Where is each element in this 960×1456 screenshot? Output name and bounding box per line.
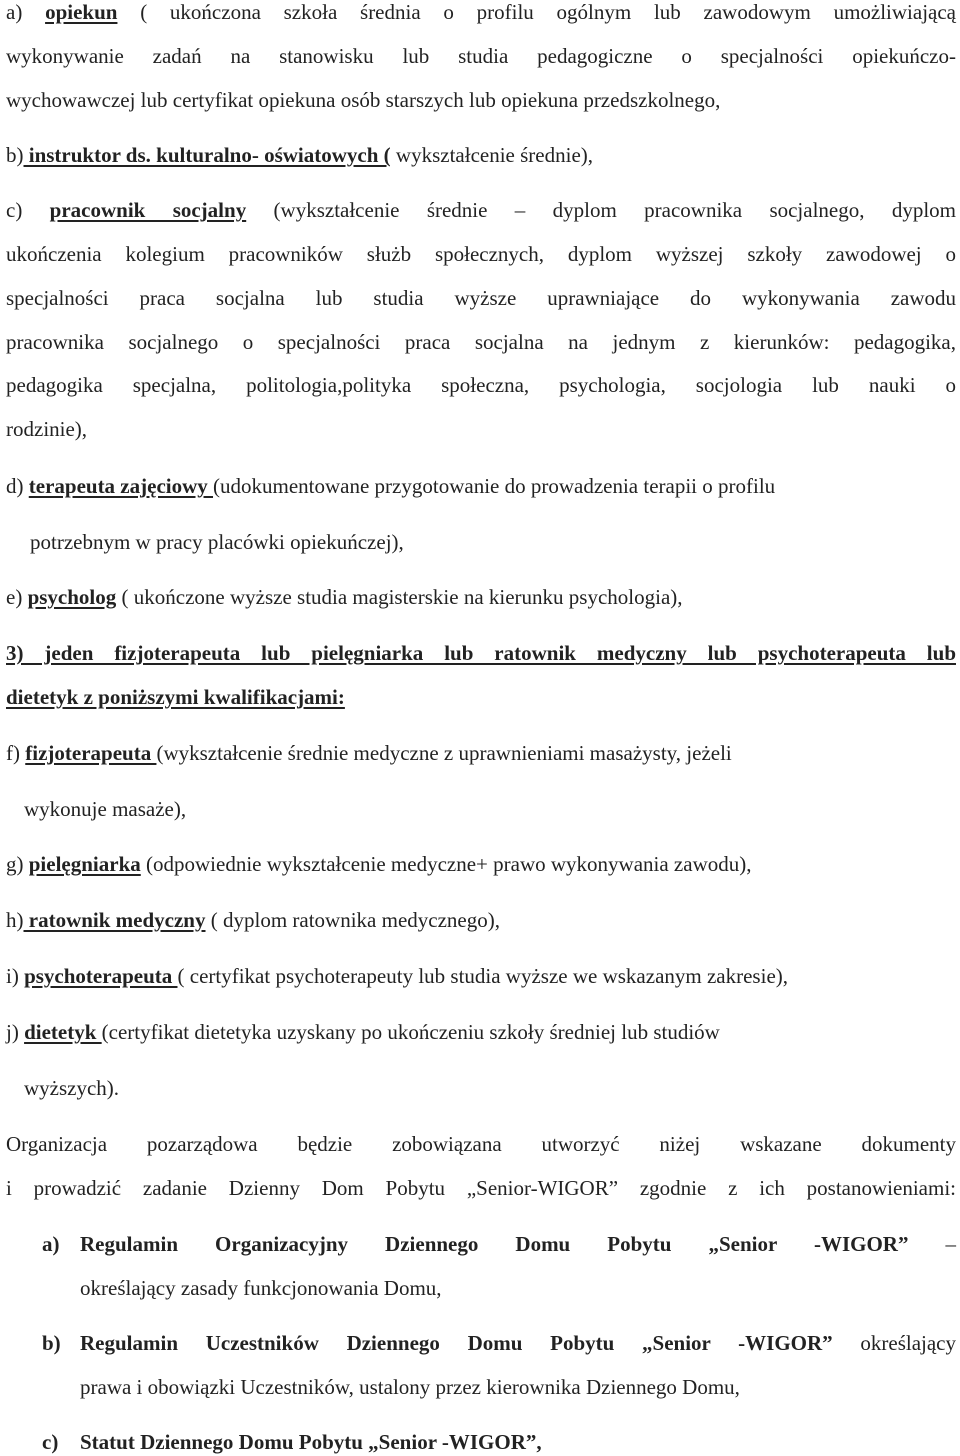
doc-b-title: Regulamin Uczestników Dziennego Domu Pobytu „Senior -WIGOR” bbox=[80, 1331, 833, 1355]
doc-a-line-2: określający zasady funkcjonowania Domu, bbox=[80, 1276, 442, 1300]
doc-b-line-1 bbox=[80, 1331, 956, 1356]
item-d-prefix: d) bbox=[6, 474, 24, 498]
item-j-text: (certyfikat dietetyka uzyskany po ukończeniu szkoły średniej lub studiów bbox=[101, 1020, 720, 1044]
doc-a-label: a) bbox=[42, 1232, 60, 1256]
item-a-term: opiekun bbox=[45, 0, 118, 24]
item-g-term: pielęgniarka bbox=[28, 852, 141, 876]
item-j-line-1 bbox=[6, 1020, 720, 1045]
doc-c-label: c) bbox=[42, 1430, 59, 1454]
item-c-line-4: pracownika socjalnego o specjalności praca socjalna na jednym z kierunków: pedagogika, bbox=[6, 330, 956, 354]
item-g-text: (odpowiednie wykształcenie medyczne+ prawo wykonywania zawodu), bbox=[140, 852, 752, 876]
item-f-prefix: f) bbox=[6, 741, 20, 765]
item-b-text: wykształcenie średnie), bbox=[390, 143, 594, 167]
doc-a-line-1 bbox=[80, 1232, 956, 1257]
item-a-line-1 bbox=[6, 0, 956, 25]
item-b-prefix: b) bbox=[6, 143, 24, 167]
item-i-text: ( certyfikat psychoterapeuty lub studia wyższe we wskazanym zakresie), bbox=[177, 964, 789, 988]
doc-a-title: Regulamin Organizacyjny Dziennego Domu Pobytu „Senior -WIGOR” bbox=[80, 1232, 909, 1256]
item-j-line-2: wyższych). bbox=[24, 1076, 120, 1100]
item-c-text: (wykształcenie średnie – dyplom pracownika socjalnego, dyplom bbox=[246, 198, 957, 222]
item-g-line bbox=[6, 852, 751, 877]
doc-a-dash: – bbox=[908, 1232, 956, 1256]
item-e-term: psycholog bbox=[27, 585, 117, 609]
item-f-text: (wykształcenie średnie medyczne z uprawnieniami masażysty, jeżeli bbox=[156, 741, 732, 765]
item-c-line-3: specjalności praca socjalna lub studia wyższe uprawniające do wykonywania zawodu bbox=[6, 286, 956, 310]
item-d-line-1 bbox=[6, 474, 775, 499]
item-i-line bbox=[6, 964, 788, 989]
item-f-line-2: wykonuje masaże), bbox=[24, 797, 187, 821]
item-c-line-2: ukończenia kolegium pracowników służb społecznych, dyplom wyższej szkoły zawodowej o bbox=[6, 242, 956, 266]
item-h-line bbox=[6, 908, 500, 933]
item-d-text: (udokumentowane przygotowanie do prowadzenia terapii o profilu bbox=[213, 474, 776, 498]
org-paragraph-line-2: i prowadzić zadanie Dzienny Dom Pobytu „Senior-WIGOR” zgodnie z ich postanowieniami: bbox=[6, 1176, 956, 1200]
doc-c-line-1 bbox=[80, 1430, 542, 1455]
item-e-prefix: e) bbox=[6, 585, 23, 609]
item-f-line-1 bbox=[6, 741, 732, 766]
item-c-term: pracownik socjalny bbox=[49, 198, 247, 222]
doc-c-title: Statut Dziennego Domu Pobytu „Senior -WIGOR”, bbox=[80, 1430, 542, 1454]
item-e-text: ( ukończone wyższe studia magisterskie na kierunku psychologia), bbox=[116, 585, 683, 609]
item-c-line-5: pedagogika specjalna, politologia,polityka społeczna, psychologia, socjologia lub nauki o bbox=[6, 373, 956, 397]
item-c-line-6: rodzinie), bbox=[6, 417, 88, 441]
item-j-term: dietetyk bbox=[24, 1020, 102, 1044]
doc-b-label: b) bbox=[42, 1331, 61, 1355]
section-3-heading-line-1: 3) jeden fizjoterapeuta lub pielęgniarka lub ratownik medyczny lub psychoterapeuta lub bbox=[6, 641, 956, 665]
item-i-term: psychoterapeuta bbox=[24, 964, 178, 988]
item-f-term: fizjoterapeuta bbox=[25, 741, 157, 765]
item-h-term: ratownik medyczny bbox=[23, 908, 206, 932]
item-a-line-3: wychowawczej lub certyfikat opiekuna osób starszych lub opiekuna przedszkolnego, bbox=[6, 88, 721, 112]
item-b-term: instruktor ds. kulturalno- oświatowych ( bbox=[23, 143, 391, 167]
item-j-prefix: j) bbox=[6, 1020, 19, 1044]
item-g-prefix: g) bbox=[6, 852, 24, 876]
item-e-line bbox=[6, 585, 683, 610]
item-a-text: ( ukończona szkoła średnia o profilu ogólnym lub zawodowym umożliwiającą bbox=[117, 0, 957, 24]
item-a-prefix: a) bbox=[6, 0, 23, 24]
doc-b-text: określający bbox=[832, 1331, 956, 1355]
item-a-line-2: wykonywanie zadań na stanowisku lub studia pedagogiczne o specjalności opiekuńczo- bbox=[6, 44, 956, 68]
item-i-prefix: i) bbox=[6, 964, 19, 988]
org-paragraph-line-1: Organizacja pozarządowa będzie zobowiązana utworzyć niżej wskazane dokumenty bbox=[6, 1132, 956, 1156]
item-b-line bbox=[6, 143, 593, 168]
item-d-term: terapeuta zajęciowy bbox=[28, 474, 214, 498]
item-c-prefix: c) bbox=[6, 198, 23, 222]
section-3-heading-line-2: dietetyk z poniższymi kwalifikacjami: bbox=[6, 685, 345, 709]
item-c-line-1 bbox=[6, 198, 956, 223]
item-h-text: ( dyplom ratownika medycznego), bbox=[205, 908, 500, 932]
doc-b-line-2: prawa i obowiązki Uczestników, ustalony przez kierownika Dziennego Domu, bbox=[80, 1375, 740, 1399]
item-h-prefix: h) bbox=[6, 908, 24, 932]
item-d-line-2: potrzebnym w pracy placówki opiekuńczej), bbox=[30, 530, 404, 554]
